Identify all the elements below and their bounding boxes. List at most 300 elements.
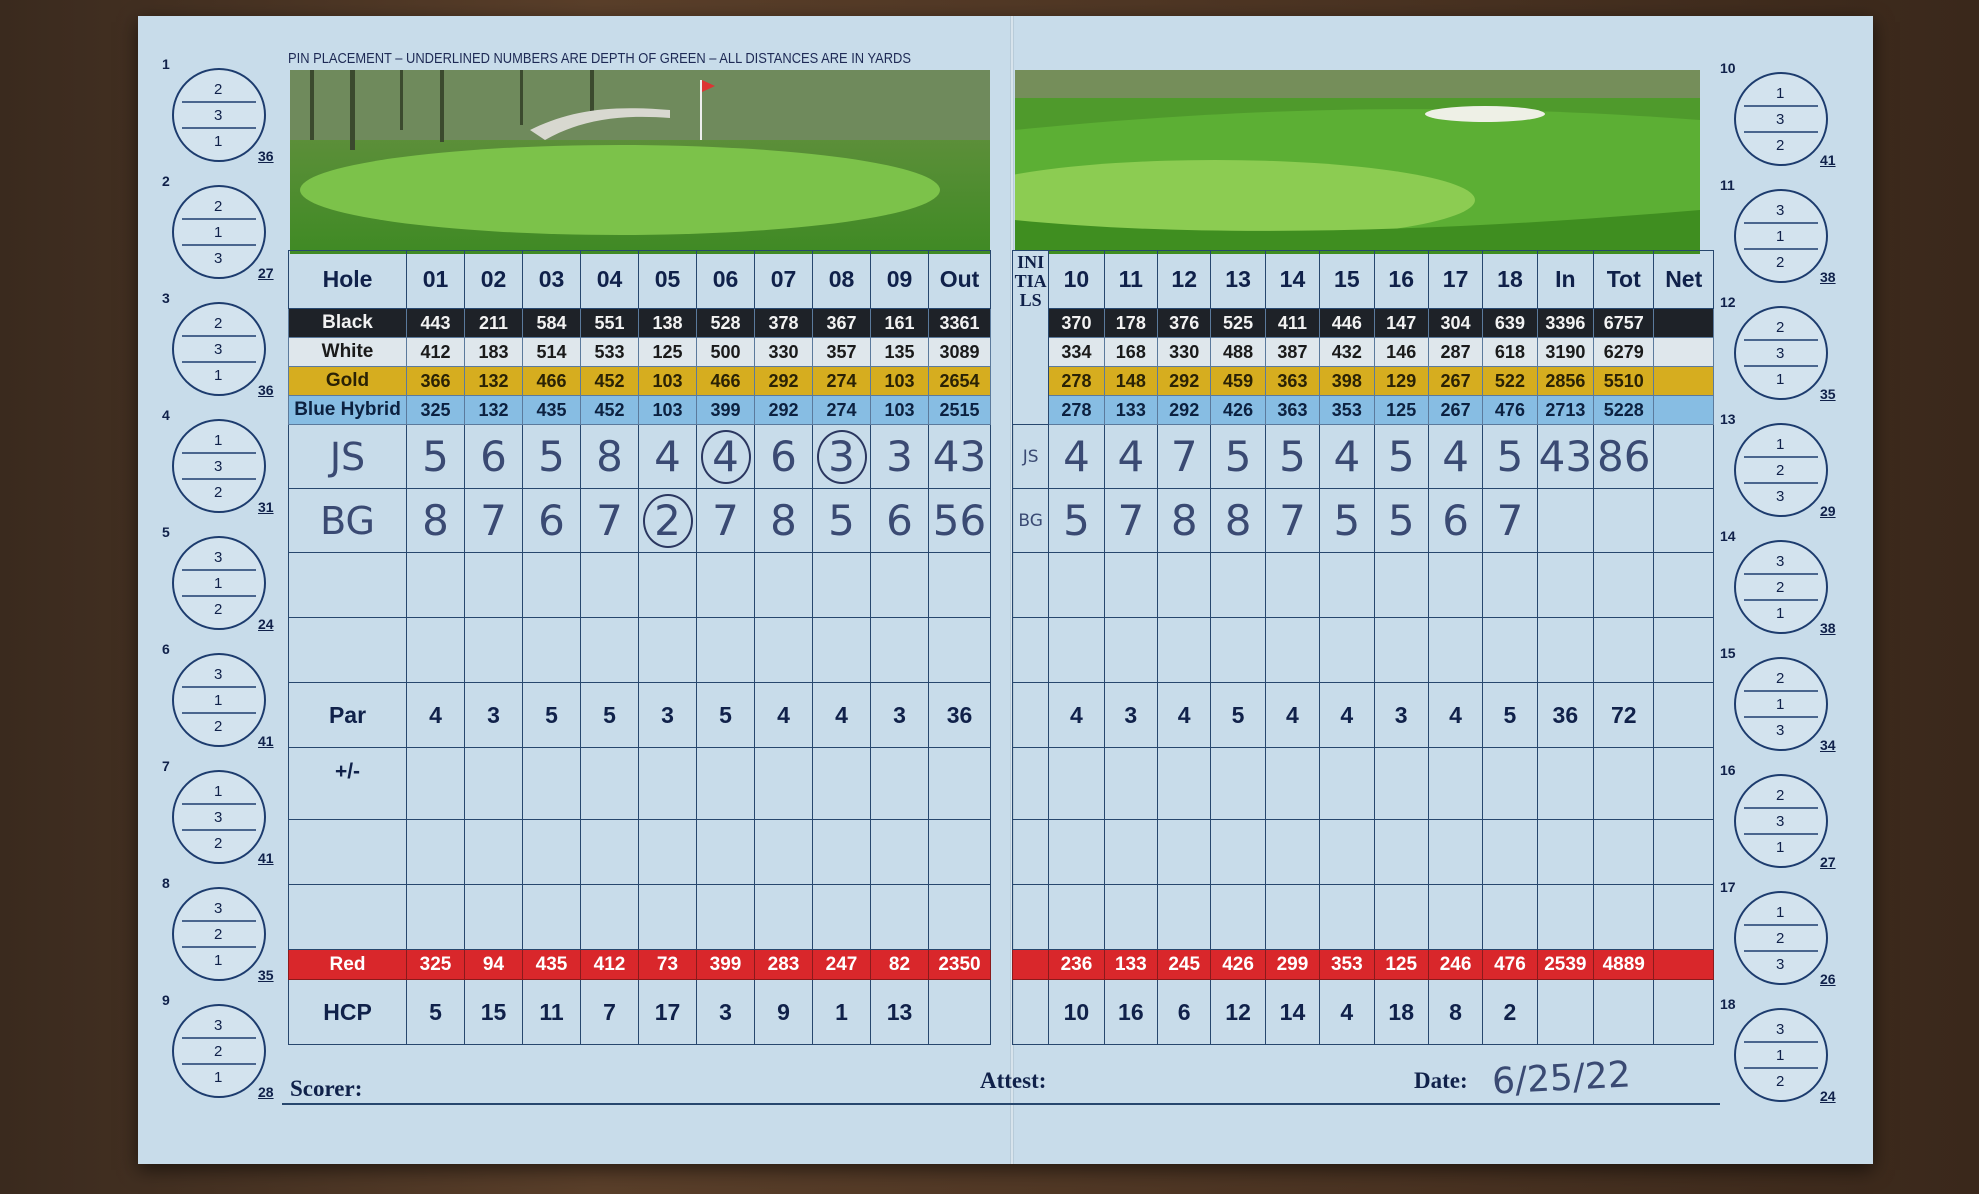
pin-diagram	[1734, 891, 1828, 985]
empty-cell[interactable]	[1594, 618, 1654, 683]
pin-hole-number: 5	[162, 524, 170, 540]
pin-diagram	[1734, 657, 1828, 751]
empty-cell[interactable]	[871, 748, 929, 820]
pin-green-depth: 31	[258, 499, 274, 515]
score-cell[interactable]: 7	[581, 489, 639, 553]
empty-cell[interactable]	[1594, 748, 1654, 820]
score-cell[interactable]: 3	[871, 425, 929, 489]
yardage: 138	[639, 309, 697, 338]
empty-cell[interactable]	[581, 820, 639, 885]
tee-row-red	[1013, 950, 1714, 980]
score-cell[interactable]: 5	[1265, 425, 1319, 489]
empty-cell[interactable]	[289, 820, 407, 885]
empty-cell[interactable]	[639, 820, 697, 885]
empty-cell[interactable]	[813, 748, 871, 820]
par-label: Par	[289, 683, 407, 748]
tee-name: White	[289, 338, 407, 367]
hcp-cell: 18	[1374, 980, 1428, 1045]
empty-cell[interactable]	[1537, 748, 1593, 820]
empty-cell[interactable]	[1013, 820, 1049, 885]
plusminus-row	[1013, 748, 1714, 820]
empty-cell[interactable]	[1428, 553, 1482, 618]
score-cell[interactable]: 5	[523, 425, 581, 489]
yardage: 533	[581, 338, 639, 367]
date-label: Date:	[1414, 1068, 1468, 1093]
empty-cell[interactable]	[929, 885, 991, 950]
empty-cell[interactable]	[929, 748, 991, 820]
empty-cell[interactable]	[1013, 885, 1049, 950]
empty-cell[interactable]	[813, 553, 871, 618]
yardage-total: 2515	[929, 396, 991, 425]
pin-zone-label: 2	[214, 601, 223, 618]
empty-cell[interactable]	[1483, 748, 1537, 820]
score-cell[interactable]: 5	[1483, 425, 1537, 489]
hcp-cell: 7	[581, 980, 639, 1045]
yardage: 435	[523, 950, 581, 980]
score-cell[interactable]: 7	[1158, 425, 1211, 489]
header-cell: Tot	[1594, 251, 1654, 309]
empty-cell[interactable]	[1594, 820, 1654, 885]
score-cell[interactable]: 4	[1104, 425, 1157, 489]
score-cell[interactable]: 6	[871, 489, 929, 553]
hcp-cell: 5	[407, 980, 465, 1045]
empty-cell[interactable]	[407, 820, 465, 885]
empty-cell[interactable]	[465, 885, 523, 950]
header-cell: Hole	[289, 251, 407, 309]
empty-cell[interactable]	[1211, 885, 1265, 950]
pin-green-depth: 38	[1820, 269, 1836, 285]
empty-cell[interactable]	[1374, 618, 1428, 683]
empty-cell[interactable]	[1320, 748, 1374, 820]
empty-cell[interactable]	[1483, 885, 1537, 950]
empty-cell[interactable]	[1654, 820, 1714, 885]
pin-diagram	[172, 653, 266, 747]
pin-zone-label: 1	[1776, 1047, 1785, 1064]
score-cell[interactable]: 6	[465, 425, 523, 489]
pin-zone-label: 2	[1776, 930, 1785, 947]
yardage: 435	[523, 396, 581, 425]
empty-cell[interactable]	[813, 618, 871, 683]
score-tot[interactable]	[1594, 489, 1654, 553]
empty-cell[interactable]	[289, 885, 407, 950]
yardage-tot: 4889	[1594, 950, 1654, 980]
pin-diagram	[1734, 540, 1828, 634]
pin-diagram	[1734, 423, 1828, 517]
empty-cell[interactable]	[581, 553, 639, 618]
tee-row-red	[289, 950, 991, 980]
score-cell[interactable]: 4	[1428, 425, 1482, 489]
empty-cell[interactable]	[697, 618, 755, 683]
player-name[interactable]: BG	[289, 489, 407, 553]
score-net[interactable]	[1654, 425, 1714, 489]
hcp-cell: 2	[1483, 980, 1537, 1045]
pin-hole-number: 17	[1720, 879, 1736, 895]
empty-cell[interactable]	[1104, 820, 1157, 885]
pin-green-depth: 35	[258, 967, 274, 983]
score-cell[interactable]: 5	[1374, 425, 1428, 489]
initials-label: INITIALS	[1014, 252, 1047, 310]
player-row-bg	[289, 489, 991, 553]
score-cell[interactable]: 5	[1049, 489, 1104, 553]
yardage: 274	[813, 367, 871, 396]
empty-cell[interactable]	[639, 553, 697, 618]
empty-cell[interactable]	[871, 820, 929, 885]
score-cell[interactable]: 7	[465, 489, 523, 553]
empty-cell[interactable]	[465, 748, 523, 820]
plusminus-label: +/-	[289, 748, 407, 820]
empty-cell[interactable]	[581, 748, 639, 820]
pin-zone-label: 2	[1776, 462, 1785, 479]
score-cell[interactable]: 6	[755, 425, 813, 489]
hcp-row	[1013, 980, 1714, 1045]
score-cell[interactable]: 4	[1320, 425, 1374, 489]
yardage-total: 3361	[929, 309, 991, 338]
par-cell: 4	[1265, 683, 1319, 748]
empty-cell[interactable]	[871, 553, 929, 618]
empty-cell[interactable]	[1104, 885, 1157, 950]
pin-zone-label: 2	[1776, 137, 1785, 154]
empty-cell	[1013, 980, 1049, 1045]
score-cell-circled[interactable]	[697, 425, 755, 489]
empty-cell[interactable]	[755, 820, 813, 885]
empty-cell[interactable]	[1049, 618, 1104, 683]
pin-green-depth: 27	[258, 265, 274, 281]
empty-cell[interactable]	[1265, 820, 1319, 885]
yardage: 325	[407, 396, 465, 425]
pin-green-depth: 27	[1820, 854, 1836, 870]
empty-cell[interactable]	[813, 820, 871, 885]
hcp-label: HCP	[289, 980, 407, 1045]
empty-player-row	[289, 553, 991, 618]
empty-cell[interactable]	[929, 820, 991, 885]
score-cell[interactable]: 5	[813, 489, 871, 553]
yardage: 132	[465, 396, 523, 425]
empty-cell[interactable]	[639, 618, 697, 683]
pin-zone-label: 2	[1776, 254, 1785, 271]
score-cell[interactable]: 7	[1483, 489, 1537, 553]
empty-cell[interactable]	[1374, 553, 1428, 618]
score-cell[interactable]: 7	[1104, 489, 1157, 553]
hcp-cell	[1537, 980, 1593, 1045]
pin-zone-label: 3	[214, 900, 223, 917]
empty-cell[interactable]	[1374, 748, 1428, 820]
empty-cell[interactable]	[1374, 885, 1428, 950]
score-cell[interactable]: 5	[1211, 425, 1265, 489]
empty-cell[interactable]	[407, 748, 465, 820]
empty-cell[interactable]	[1320, 820, 1374, 885]
header-cell: Net	[1654, 251, 1714, 309]
empty-cell[interactable]	[1428, 885, 1482, 950]
empty-cell[interactable]	[1158, 885, 1211, 950]
player-row-js	[1013, 425, 1714, 489]
score-tot[interactable]: 86	[1594, 425, 1654, 489]
score-cell[interactable]: 6	[1428, 489, 1482, 553]
empty-cell[interactable]	[1654, 748, 1714, 820]
tee-name: Gold	[289, 367, 407, 396]
empty-cell[interactable]	[1049, 820, 1104, 885]
empty-cell[interactable]	[697, 820, 755, 885]
empty-cell[interactable]	[1428, 820, 1482, 885]
score-total[interactable]: 43	[929, 425, 991, 489]
empty-cell[interactable]	[1483, 553, 1537, 618]
score-cell-circled[interactable]	[639, 489, 697, 553]
empty-cell[interactable]	[1594, 885, 1654, 950]
pin-hole-number: 12	[1720, 294, 1736, 310]
yardage: 330	[1158, 338, 1211, 367]
empty-cell[interactable]	[523, 748, 581, 820]
score-cell[interactable]: 8	[1158, 489, 1211, 553]
circled-score: 2	[643, 494, 693, 548]
empty-cell[interactable]	[1483, 618, 1537, 683]
empty-cell[interactable]	[523, 885, 581, 950]
empty-cell[interactable]	[755, 618, 813, 683]
empty-cell[interactable]	[871, 618, 929, 683]
header-cell: 17	[1428, 251, 1482, 309]
empty-cell[interactable]	[1158, 748, 1211, 820]
empty-cell[interactable]	[1013, 748, 1049, 820]
empty-cell[interactable]	[697, 885, 755, 950]
empty-cell[interactable]	[407, 553, 465, 618]
score-cell[interactable]: 7	[1265, 489, 1319, 553]
empty-cell[interactable]	[289, 553, 407, 618]
empty-cell[interactable]	[1537, 885, 1593, 950]
score-cell[interactable]: 5	[1374, 489, 1428, 553]
pin-zone-label: 1	[214, 575, 223, 592]
empty-cell[interactable]	[1265, 885, 1319, 950]
empty-cell[interactable]	[1104, 748, 1157, 820]
empty-cell	[1013, 683, 1049, 748]
course-photo-front	[290, 70, 990, 254]
empty-cell[interactable]	[1428, 618, 1482, 683]
pin-zone-label: 3	[1776, 722, 1785, 739]
yardage: 412	[407, 338, 465, 367]
empty-cell[interactable]	[1320, 885, 1374, 950]
header-cell: Out	[929, 251, 991, 309]
pin-zone-label: 3	[214, 549, 223, 566]
yardage-in: 3190	[1537, 338, 1593, 367]
player-initials[interactable]: JS	[1013, 425, 1049, 489]
empty-cell[interactable]	[697, 553, 755, 618]
pin-zone-label: 1	[1776, 839, 1785, 856]
score-cell[interactable]: 8	[755, 489, 813, 553]
empty-cell[interactable]	[871, 885, 929, 950]
pin-zone-label: 2	[214, 718, 223, 735]
par-cell: 3	[871, 683, 929, 748]
pin-diagram	[172, 68, 266, 162]
empty-row	[1013, 885, 1714, 950]
empty-cell[interactable]	[755, 885, 813, 950]
yardage: 399	[697, 396, 755, 425]
pin-diagram	[1734, 72, 1828, 166]
empty-cell[interactable]	[523, 820, 581, 885]
empty-cell[interactable]	[1654, 618, 1714, 683]
yardage: 94	[465, 950, 523, 980]
score-cell-circled[interactable]	[813, 425, 871, 489]
empty-cell[interactable]	[1654, 885, 1714, 950]
yardage: 161	[871, 309, 929, 338]
header-cell: 03	[523, 251, 581, 309]
empty-cell[interactable]	[1594, 553, 1654, 618]
header-cell: 05	[639, 251, 697, 309]
empty-cell[interactable]	[581, 885, 639, 950]
pin-zone-label: 1	[214, 692, 223, 709]
empty-cell[interactable]	[1211, 553, 1265, 618]
tee-row-black	[1013, 309, 1714, 338]
empty-cell[interactable]	[1654, 553, 1714, 618]
score-cell[interactable]: 8	[407, 489, 465, 553]
header-row	[1013, 251, 1714, 309]
pin-green-depth: 29	[1820, 503, 1836, 519]
empty-cell[interactable]	[1483, 820, 1537, 885]
score-cell[interactable]: 8	[581, 425, 639, 489]
circled-score: 4	[701, 430, 751, 484]
hcp-cell: 17	[639, 980, 697, 1045]
tee-name: Black	[289, 309, 407, 338]
pin-zone-label: 3	[1776, 813, 1785, 830]
empty-row	[289, 820, 991, 885]
par-cell: 3	[465, 683, 523, 748]
yardage: 514	[523, 338, 581, 367]
yardage: 82	[871, 950, 929, 980]
player-initials[interactable]: BG	[1013, 489, 1049, 553]
player-name[interactable]: JS	[289, 425, 407, 489]
empty-cell[interactable]	[1158, 820, 1211, 885]
empty-cell[interactable]	[289, 618, 407, 683]
empty-cell[interactable]	[813, 885, 871, 950]
pin-zone-label: 2	[1776, 579, 1785, 596]
empty-cell[interactable]	[929, 553, 991, 618]
header-row	[289, 251, 991, 309]
pin-diagram	[172, 770, 266, 864]
empty-cell[interactable]	[1537, 820, 1593, 885]
pin-zone-label: 3	[214, 458, 223, 475]
par-cell: 3	[1104, 683, 1157, 748]
course-photo-back	[1015, 70, 1700, 254]
par-cell: 5	[523, 683, 581, 748]
empty-cell[interactable]	[465, 618, 523, 683]
empty-cell[interactable]	[1013, 618, 1049, 683]
attest-label: Attest:	[980, 1068, 1047, 1093]
empty-cell[interactable]	[1374, 820, 1428, 885]
empty-cell[interactable]	[1428, 748, 1482, 820]
par-cell: 4	[1428, 683, 1482, 748]
yardage: 488	[1211, 338, 1265, 367]
score-cell[interactable]: 5	[1320, 489, 1374, 553]
pin-zone-label: 3	[1776, 202, 1785, 219]
pin-zone-label: 1	[214, 783, 223, 800]
empty-cell[interactable]	[1265, 553, 1319, 618]
pin-zone-label: 1	[1776, 371, 1785, 388]
score-cell[interactable]: 5	[407, 425, 465, 489]
header-cell: 11	[1104, 251, 1157, 309]
empty-cell[interactable]	[1211, 820, 1265, 885]
empty-cell[interactable]	[581, 618, 639, 683]
empty-cell[interactable]	[1013, 553, 1049, 618]
tee-row-black	[289, 309, 991, 338]
empty-cell[interactable]	[639, 748, 697, 820]
yardage: 211	[465, 309, 523, 338]
score-in[interactable]: 43	[1537, 425, 1593, 489]
yardage: 466	[523, 367, 581, 396]
pin-zone-label: 1	[214, 432, 223, 449]
empty-cell[interactable]	[523, 618, 581, 683]
empty-cell[interactable]	[755, 748, 813, 820]
header-cell: 13	[1211, 251, 1265, 309]
empty-cell[interactable]	[1104, 553, 1157, 618]
yardage: 500	[697, 338, 755, 367]
empty-cell[interactable]	[1049, 748, 1104, 820]
pin-hole-number: 15	[1720, 645, 1736, 661]
yardage: 618	[1483, 338, 1537, 367]
empty-cell[interactable]	[1537, 618, 1593, 683]
yardage: 304	[1428, 309, 1482, 338]
pin-zone-label: 3	[1776, 553, 1785, 570]
empty-cell[interactable]	[1265, 748, 1319, 820]
hcp-cell: 8	[1428, 980, 1482, 1045]
empty-cell[interactable]	[1158, 618, 1211, 683]
score-in[interactable]	[1537, 489, 1593, 553]
empty-cell[interactable]	[1049, 885, 1104, 950]
empty-cell[interactable]	[1104, 618, 1157, 683]
yardage: 267	[1428, 396, 1482, 425]
par-cell: 5	[1211, 683, 1265, 748]
score-cell[interactable]: 6	[523, 489, 581, 553]
empty-cell[interactable]	[1320, 553, 1374, 618]
empty-cell[interactable]	[639, 885, 697, 950]
pin-zone-label: 2	[214, 926, 223, 943]
score-cell[interactable]: 7	[697, 489, 755, 553]
pin-zone-label: 1	[1776, 696, 1785, 713]
par-cell: 4	[1049, 683, 1104, 748]
empty-cell[interactable]	[1211, 748, 1265, 820]
pin-hole-number: 3	[162, 290, 170, 306]
score-net[interactable]	[1654, 489, 1714, 553]
empty-cell[interactable]	[1158, 553, 1211, 618]
empty-cell[interactable]	[523, 553, 581, 618]
empty-cell[interactable]	[1320, 618, 1374, 683]
pin-hole-number: 18	[1720, 996, 1736, 1012]
par-cell: 3	[1374, 683, 1428, 748]
empty-cell[interactable]	[465, 820, 523, 885]
empty-cell[interactable]	[755, 553, 813, 618]
empty-cell[interactable]	[1537, 553, 1593, 618]
empty-cell[interactable]	[407, 618, 465, 683]
hcp-cell: 13	[871, 980, 929, 1045]
yardage: 363	[1265, 396, 1319, 425]
empty-cell[interactable]	[697, 748, 755, 820]
empty-cell[interactable]	[465, 553, 523, 618]
empty-cell[interactable]	[929, 618, 991, 683]
score-cell[interactable]: 4	[639, 425, 697, 489]
tee-name: Blue Hybrid	[289, 396, 407, 425]
empty-cell[interactable]	[407, 885, 465, 950]
header-cell: 08	[813, 251, 871, 309]
pin-zone-label: 3	[1776, 111, 1785, 128]
pin-hole-number: 8	[162, 875, 170, 891]
score-total[interactable]: 56	[929, 489, 991, 553]
score-cell[interactable]: 8	[1211, 489, 1265, 553]
header-cell: 02	[465, 251, 523, 309]
pin-diagram	[1734, 774, 1828, 868]
header-cell: In	[1537, 251, 1593, 309]
pin-zone-label: 2	[1776, 319, 1785, 336]
empty-cell[interactable]	[1265, 618, 1319, 683]
empty-cell[interactable]	[1211, 618, 1265, 683]
empty-cell[interactable]	[1049, 553, 1104, 618]
date-value[interactable]: 6/25/22	[1491, 1054, 1632, 1103]
yardage: 292	[755, 367, 813, 396]
score-cell[interactable]: 4	[1049, 425, 1104, 489]
